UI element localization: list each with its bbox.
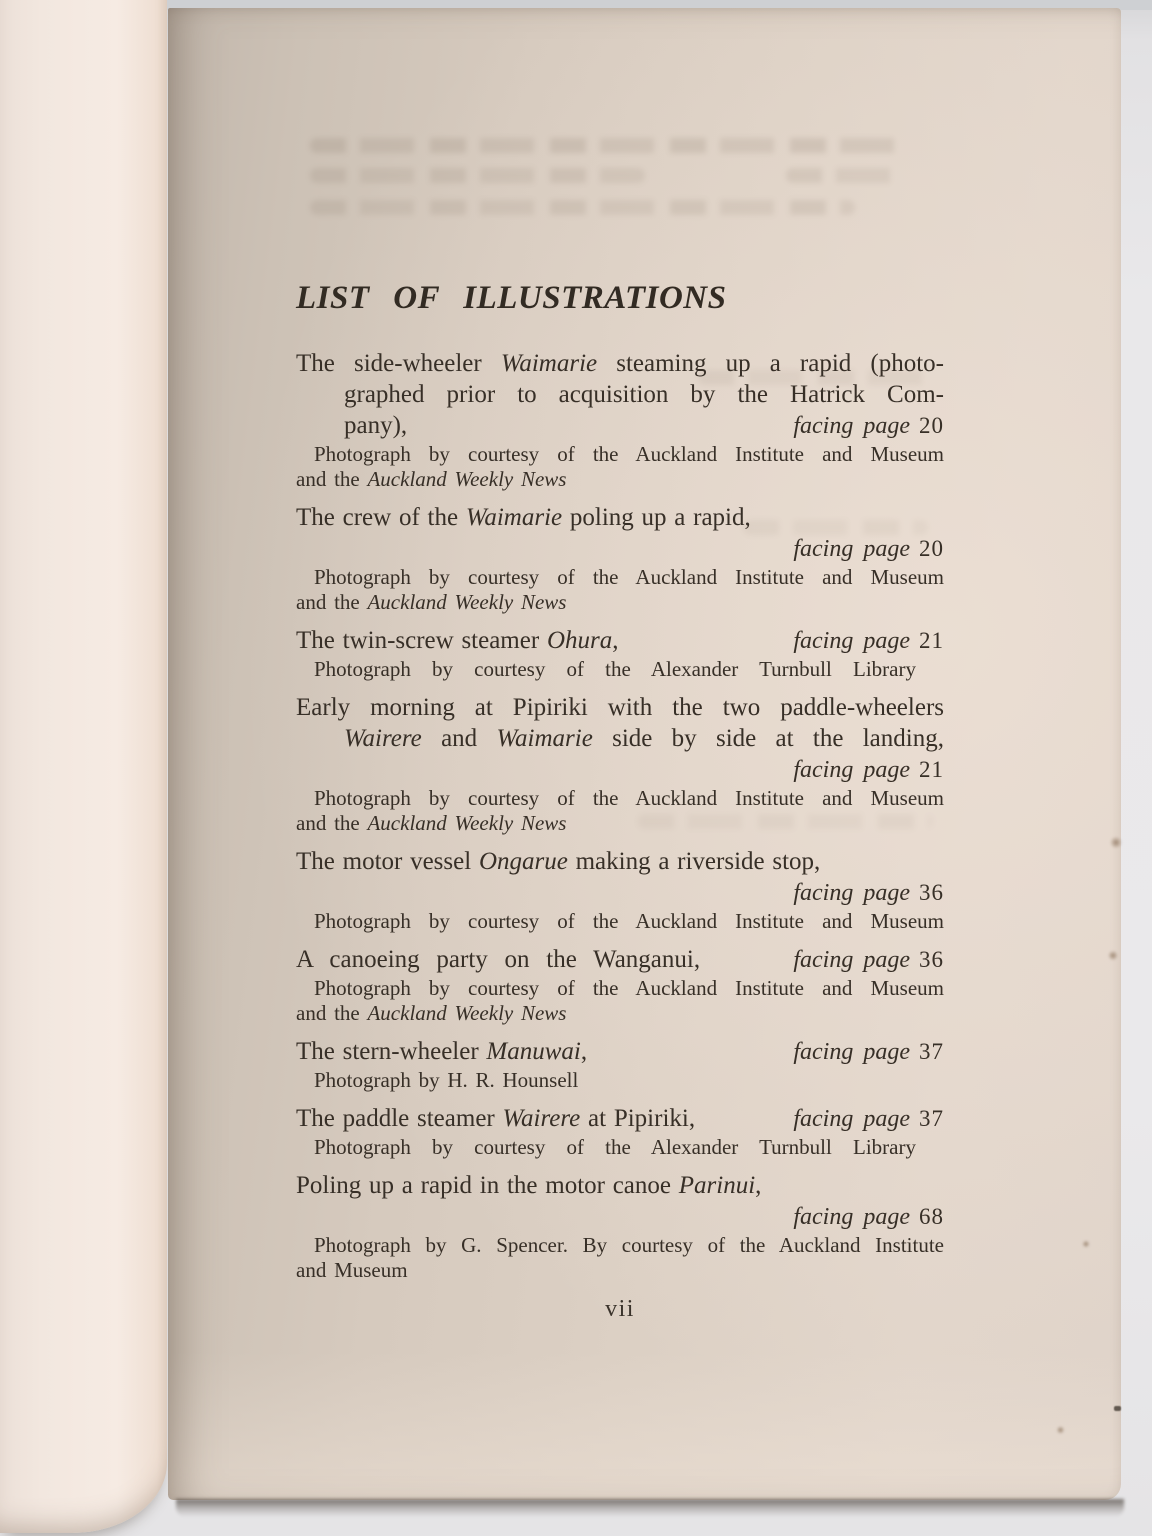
facing-page-ref: facing page 20: [793, 413, 944, 439]
caption-line: [296, 877, 944, 909]
illustration-entry: [296, 1036, 944, 1093]
caption-line: [296, 1201, 944, 1233]
caption-line: [296, 502, 944, 533]
caption-text: and Museum: [296, 1258, 408, 1282]
credit-line: [296, 1233, 944, 1258]
credit-line: [296, 657, 944, 682]
caption-text: Photograph by courtesy of the Auckland Institute and Museum: [314, 565, 944, 589]
illustration-entry: [296, 348, 944, 492]
folio-page-number: vii: [605, 1296, 635, 1322]
ghost-text-line: [310, 138, 910, 153]
caption-text: graphed prior to acquisition by the Hatrick Com-: [344, 381, 944, 408]
credit-line: [296, 811, 944, 836]
caption-text: Photograph by courtesy of the Alexander Turnbull Library: [314, 657, 916, 681]
ghost-text-line: [310, 200, 855, 215]
caption-text: The stern-wheeler Manuwai,: [296, 1038, 588, 1065]
credit-line: [296, 590, 944, 615]
caption-text: The crew of the Waimarie poling up a rapid,: [296, 504, 751, 531]
book-page: [168, 8, 1121, 1500]
illustration-entry: [296, 1103, 944, 1160]
facing-page-ref: facing page 68: [793, 1204, 944, 1230]
list-of-illustrations: [296, 278, 944, 1323]
caption-text: Photograph by courtesy of the Alexander Turnbull Library: [314, 1135, 916, 1159]
caption-line: [296, 379, 944, 410]
credit-line: [296, 442, 944, 467]
facing-page-ref: facing page 21: [793, 757, 944, 783]
caption-text: The motor vessel Ongarue making a riverside stop,: [296, 848, 821, 875]
facing-page-ref: facing page 37: [793, 1106, 944, 1132]
caption-text: The paddle steamer Wairere at Pipiriki,: [296, 1105, 696, 1132]
ghost-text-line: [310, 168, 645, 183]
caption-text: A canoeing party on the Wanganui,: [296, 946, 701, 973]
caption-text: Wairere and Waimarie side by side at the landing,: [344, 725, 944, 752]
caption-line: [296, 1103, 944, 1135]
caption-line: [296, 348, 944, 379]
caption-line: [296, 410, 944, 442]
caption-text: Photograph by courtesy of the Auckland Institute and Museum: [314, 442, 944, 466]
caption-line: [296, 692, 944, 723]
credit-line: [296, 565, 944, 590]
caption-line: [296, 723, 944, 754]
edge-nick: [1114, 1406, 1121, 1411]
facing-page-ref: facing page 36: [793, 880, 944, 906]
caption-text: and the Auckland Weekly News: [296, 1001, 567, 1025]
caption-text: and the Auckland Weekly News: [296, 590, 567, 614]
credit-line: [296, 1068, 944, 1093]
caption-text: Photograph by courtesy of the Auckland Institute and Museum: [314, 909, 944, 933]
facing-page-ref: facing page 36: [793, 947, 944, 973]
caption-text: and the Auckland Weekly News: [296, 467, 567, 491]
caption-text: Photograph by courtesy of the Auckland Institute and Museum: [314, 976, 944, 1000]
caption-text: The side-wheeler Waimarie steaming up a rapid (photo-: [296, 350, 945, 377]
facing-page-ref: facing page 37: [793, 1039, 944, 1065]
illustration-entry: [296, 692, 944, 836]
credit-line: [296, 976, 944, 1001]
caption-line: [296, 754, 944, 786]
page-title: LIST OF ILLUSTRATIONS: [296, 280, 727, 316]
credit-line: [296, 786, 944, 811]
illustration-entry: [296, 1170, 944, 1283]
caption-line: [296, 625, 944, 657]
caption-text: The twin-screw steamer Ohura,: [296, 627, 619, 654]
credit-line: [296, 1258, 944, 1283]
caption-text: pany),: [344, 412, 408, 439]
credit-line: [296, 1001, 944, 1026]
caption-text: Poling up a rapid in the motor canoe Parinui,: [296, 1172, 762, 1199]
illustration-entry: [296, 625, 944, 682]
caption-line: [296, 846, 944, 877]
ghost-text-line: [786, 168, 904, 183]
credit-line: [296, 909, 944, 934]
foxing-spot: [1108, 950, 1118, 961]
credit-line: [296, 467, 944, 492]
page-bottom-shadow: [176, 1499, 1124, 1517]
facing-page-ref: facing page 21: [793, 628, 944, 654]
illustration-entry: [296, 502, 944, 615]
caption-text: and the Auckland Weekly News: [296, 811, 567, 835]
foxing-spot: [1082, 1240, 1090, 1248]
entries: [296, 348, 944, 1283]
facing-page-ref: facing page 20: [793, 536, 944, 562]
caption-text: Photograph by G. Spencer. By courtesy of the Auckland Institute: [314, 1233, 944, 1257]
foxing-spot: [1056, 1426, 1065, 1434]
caption-line: [296, 533, 944, 565]
caption-text: Photograph by H. R. Hounsell: [314, 1068, 579, 1092]
caption-line: [296, 1170, 944, 1201]
illustration-entry: [296, 846, 944, 934]
caption-text: Early morning at Pipiriki with the two paddle-wheelers: [296, 694, 944, 721]
caption-line: [296, 944, 944, 976]
book-fore-edge-pages: [0, 0, 167, 1533]
caption-text: Photograph by courtesy of the Auckland Institute and Museum: [314, 786, 944, 810]
illustration-entry: [296, 944, 944, 1026]
foxing-spot: [1110, 836, 1122, 849]
caption-line: [296, 1036, 944, 1068]
credit-line: [296, 1135, 944, 1160]
